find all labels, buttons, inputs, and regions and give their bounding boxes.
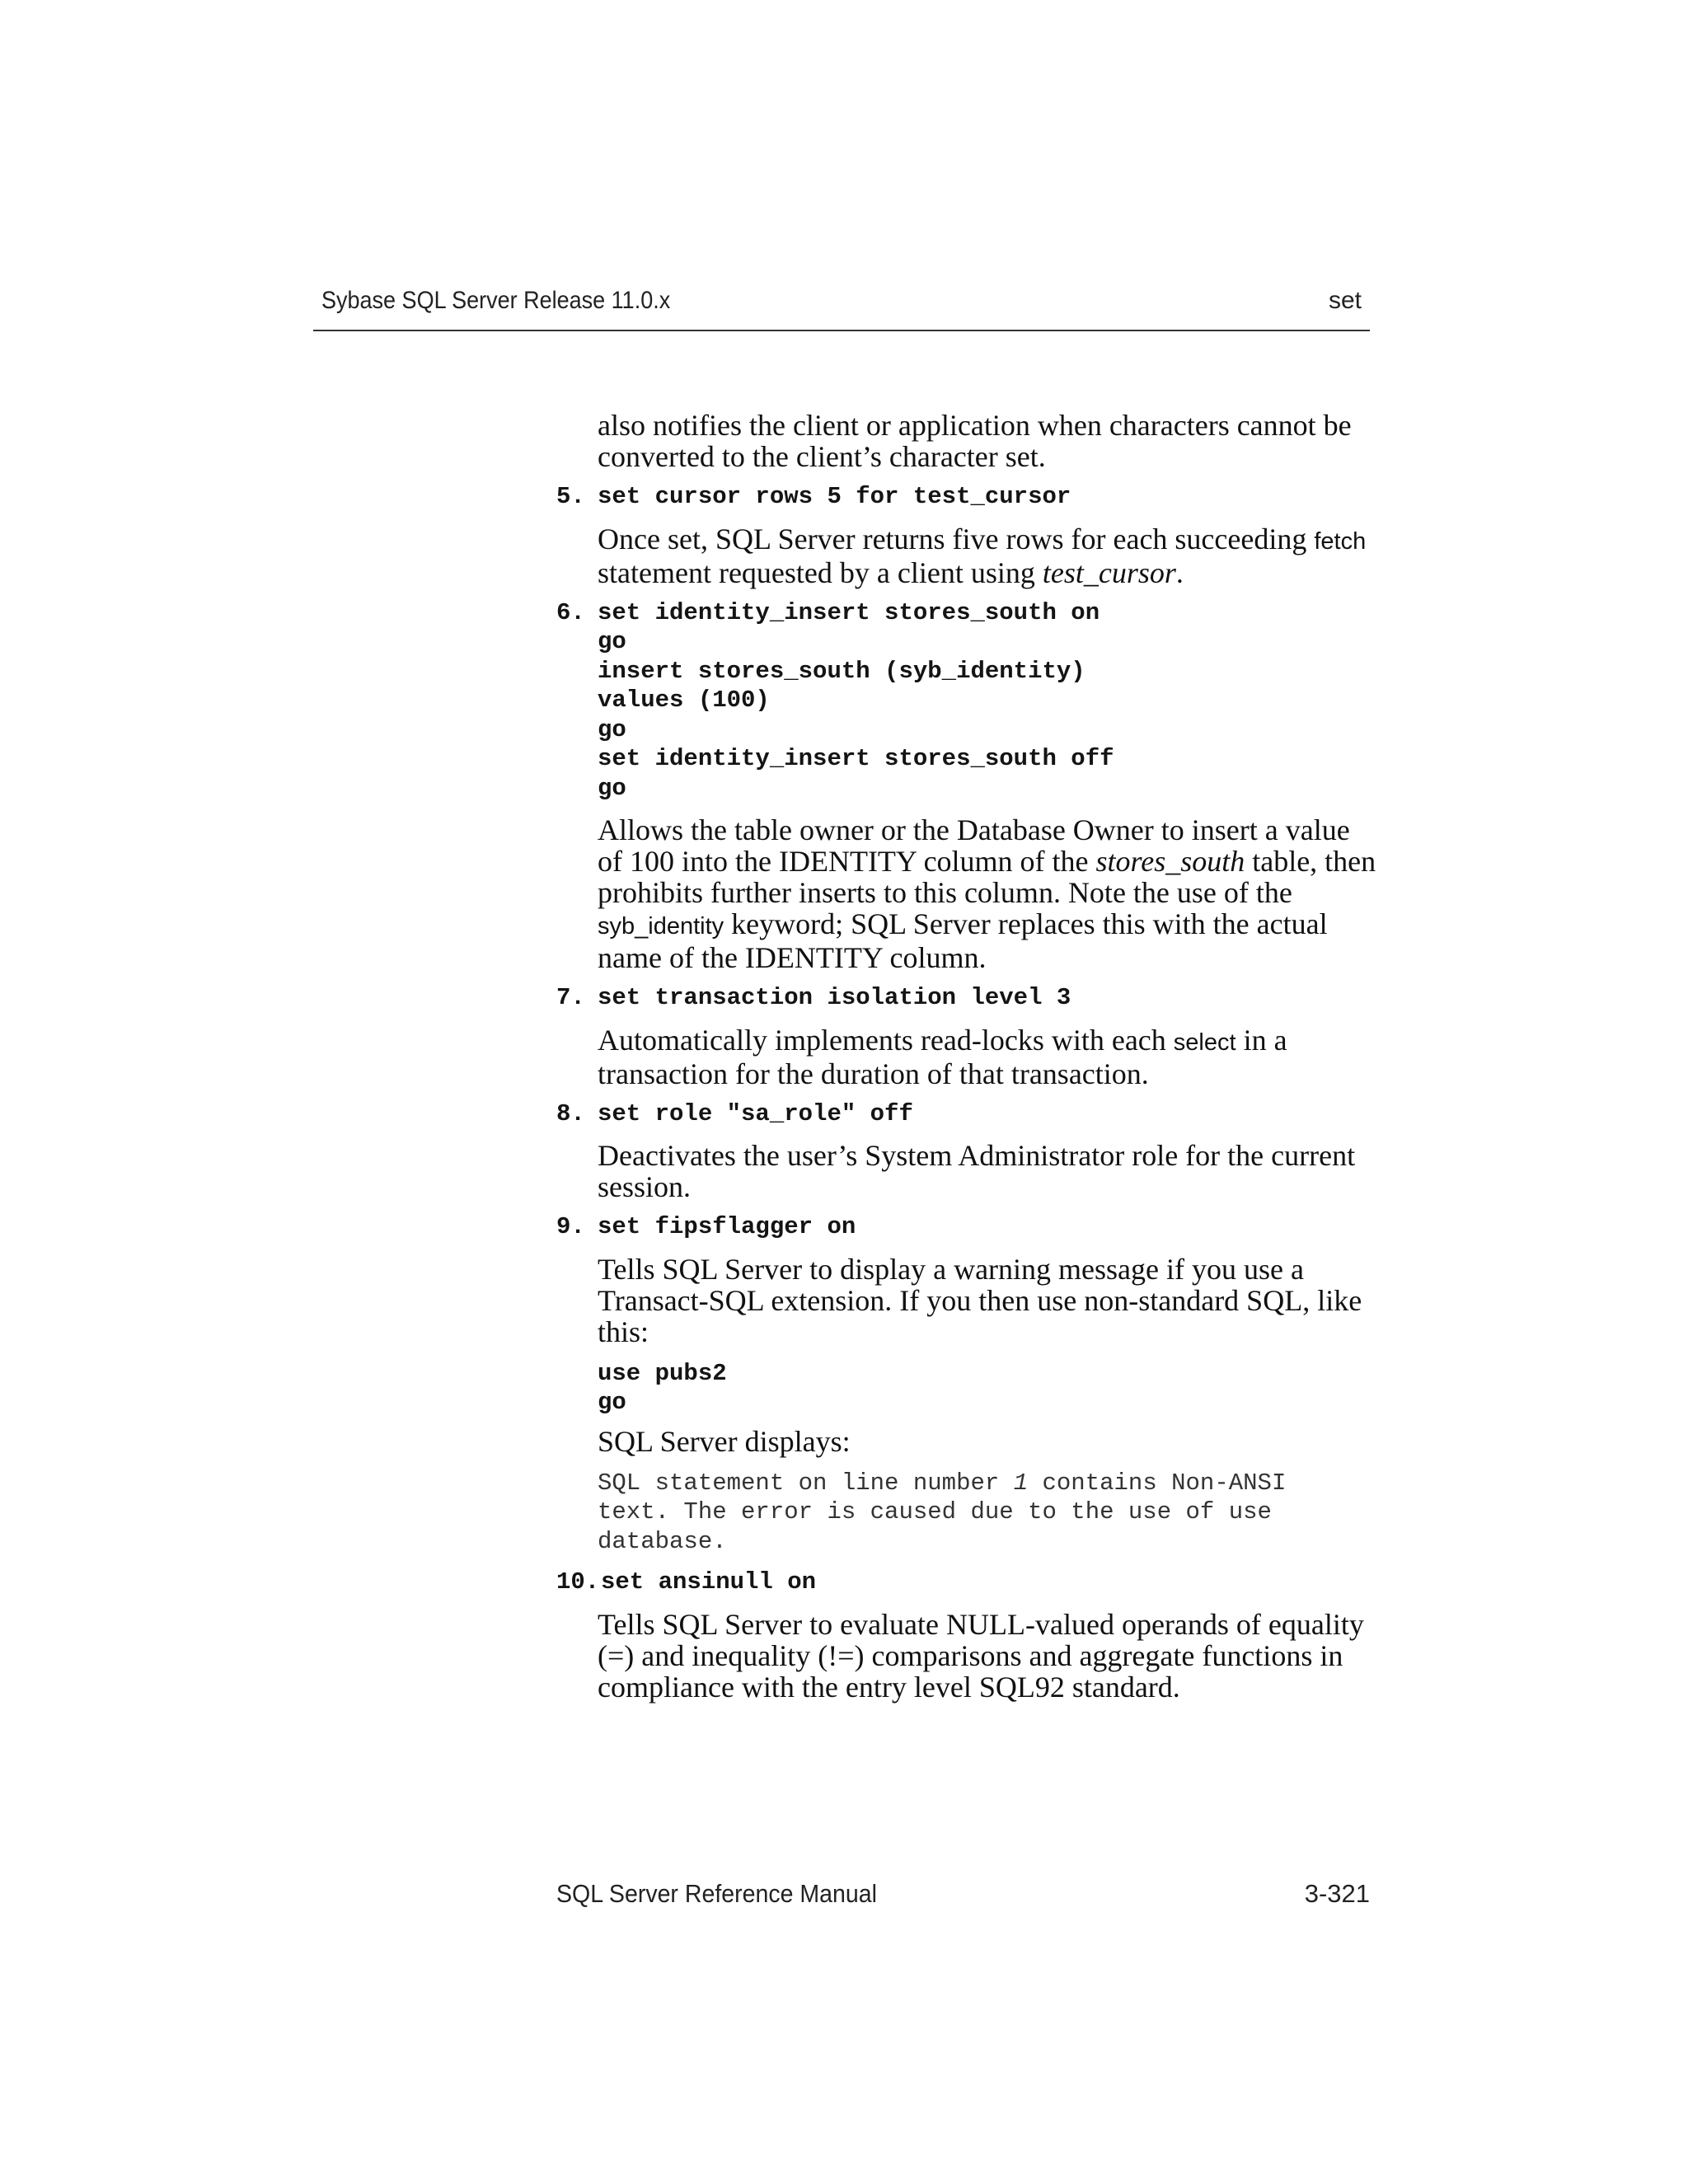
example-7-description: Automatically implements read-locks with each select in a transaction for the duration of that transaction.	[598, 1023, 1287, 1090]
example-8	[556, 1099, 1381, 1129]
example-6	[556, 598, 1381, 804]
example-10-description: Tells SQL Server to evaluate NULL-valued operands of equality (=) and inequality (!=) comparisons and aggregate functions in compliance with the entry level SQL92 standard.	[598, 1607, 1364, 1704]
code-block: set identity_insert stores_south on go insert stores_south (syb_identity) values (100) go set identity_insert stores_south off go	[598, 598, 1114, 802]
example-number: 10.	[556, 1568, 600, 1596]
example-number: 6.	[556, 598, 585, 626]
example-5-description: Once set, SQL Server returns five rows for each succeeding fetch statement requested by a client using test_cursor.	[598, 522, 1367, 589]
code-block: set ansinull on	[601, 1568, 817, 1596]
keyword-select: select	[1173, 1029, 1236, 1056]
page-body	[556, 410, 1381, 1703]
header-title: Sybase SQL Server Release 11.0.x	[321, 287, 671, 314]
example-9-displays: SQL Server displays:	[598, 1424, 851, 1458]
example-number: 7.	[556, 984, 585, 1011]
code-block: set cursor rows 5 for test_cursor	[598, 483, 1071, 510]
code-block: set transaction isolation level 3	[598, 984, 1071, 1011]
example-7	[556, 983, 1381, 1013]
intro-paragraph: also notifies the client or application when characters cannot be converted to the client’s character set.	[598, 409, 1352, 473]
example-6-description: Allows the table owner or the Database Owner to insert a value of 100 into the IDENTITY column of the stores_south table, then prohibits further inserts to this column. Note the use of the syb_identity keyword; SQL Server replaces this with the actual name of the IDENTITY column.	[598, 813, 1376, 974]
example-9-server-message: SQL statement on line number 1 contains Non-ANSI text. The error is caused due to the use of use database.	[598, 1469, 1287, 1555]
example-10	[556, 1568, 1381, 1597]
example-8-description: Deactivates the user’s System Administrator role for the current session.	[598, 1139, 1356, 1203]
keyword-fetch: fetch	[1314, 527, 1367, 555]
page-number: 3-321	[1304, 1879, 1370, 1908]
code-block: set role "sa_role" off	[598, 1099, 913, 1127]
example-number: 8.	[556, 1099, 585, 1127]
example-9-description: Tells SQL Server to display a warning message if you use a Transact-SQL extension. If you then use non-standard SQL, like this:	[598, 1252, 1362, 1348]
running-header	[313, 287, 1370, 331]
keyword-syb-identity: syb_identity	[598, 913, 724, 940]
cursor-name: test_cursor	[1042, 555, 1176, 589]
example-9-sql-snippet: use pubs2 go	[598, 1359, 727, 1416]
example-5	[556, 482, 1381, 512]
example-number: 9.	[556, 1213, 585, 1240]
code-block: set fipsflagger on	[598, 1213, 856, 1240]
table-name: stores_south	[1095, 845, 1245, 878]
header-section: set	[1328, 287, 1362, 314]
footer-title: SQL Server Reference Manual	[556, 1879, 877, 1908]
example-9	[556, 1212, 1381, 1242]
running-footer	[556, 1879, 1370, 1920]
example-number: 5.	[556, 483, 585, 510]
